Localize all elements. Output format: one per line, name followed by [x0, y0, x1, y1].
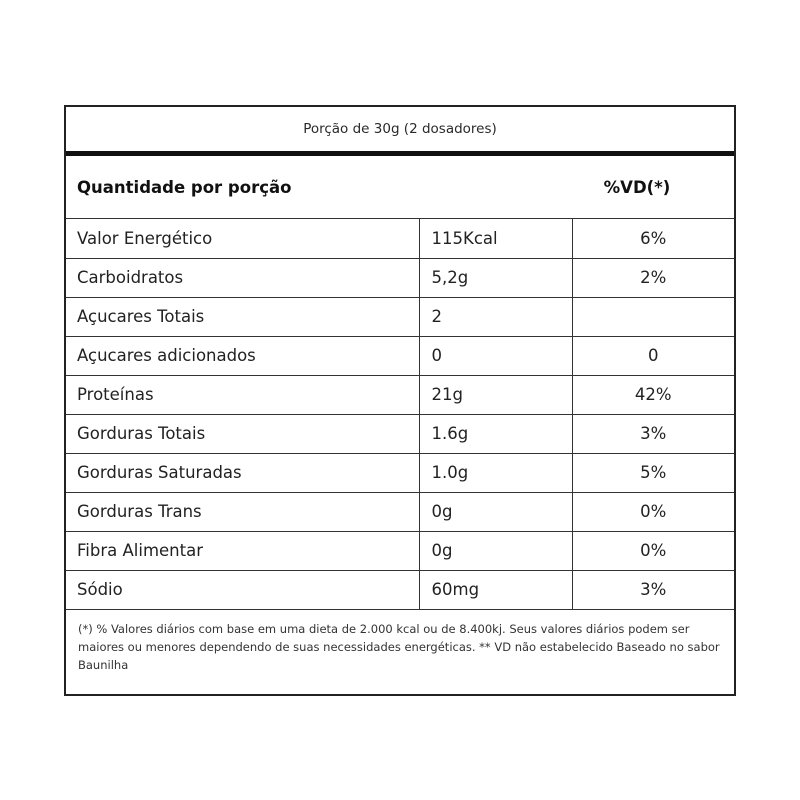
table-row: [66, 219, 734, 258]
nutrient-name: Açucares adicionados: [66, 336, 419, 375]
nutrient-vd: 3%: [572, 570, 734, 609]
table-row: [66, 531, 734, 570]
nutrient-name: Proteínas: [66, 375, 419, 414]
nutrient-amount: 5,2g: [419, 258, 572, 297]
nutrient-vd: 42%: [572, 375, 734, 414]
nutrient-name: Gorduras Totais: [66, 414, 419, 453]
header-vd-label: %VD(*): [603, 177, 671, 197]
nutrient-name: Gorduras Saturadas: [66, 453, 419, 492]
nutrient-amount: 115Kcal: [419, 219, 572, 258]
nutrient-name: Valor Energético: [66, 219, 419, 258]
table-row: [66, 414, 734, 453]
nutrient-vd: 0%: [572, 531, 734, 570]
nutrient-amount: 0: [419, 336, 572, 375]
nutrition-facts-table: [64, 105, 736, 696]
nutrient-amount: 60mg: [419, 570, 572, 609]
nutrient-amount: 0g: [419, 531, 572, 570]
nutrient-vd: 5%: [572, 453, 734, 492]
nutrient-vd: [572, 297, 734, 336]
nutrient-amount: 0g: [419, 492, 572, 531]
table-row: [66, 453, 734, 492]
nutrient-vd: 0: [572, 336, 734, 375]
nutrient-vd: 6%: [572, 219, 734, 258]
header-quantity-label: Quantidade por porção: [77, 177, 292, 197]
nutrient-amount: 21g: [419, 375, 572, 414]
nutrient-name: Gorduras Trans: [66, 492, 419, 531]
table-row: [66, 258, 734, 297]
portion-size: Porção de 30g (2 dosadores): [303, 121, 497, 137]
table-row: [66, 297, 734, 336]
nutrient-amount: 1.0g: [419, 453, 572, 492]
nutrient-vd: 0%: [572, 492, 734, 531]
nutrient-amount: 2: [419, 297, 572, 336]
table-row: [66, 492, 734, 531]
footnote: (*) % Valores diários com base em uma dieta de 2.000 kcal ou de 8.400kj. Seus valores diários podem ser maiores ou menores dependendo de suas necessidades energéticas. ** VD não estabelecido Baseado no sabor Baunilha: [78, 621, 720, 672]
nutrient-vd: 3%: [572, 414, 734, 453]
table-header: [66, 156, 734, 219]
nutrient-vd: 2%: [572, 258, 734, 297]
table-row: [66, 375, 734, 414]
nutrient-name: Fibra Alimentar: [66, 531, 419, 570]
nutrient-amount: 1.6g: [419, 414, 572, 453]
table-row: [66, 336, 734, 375]
table-row: [66, 570, 734, 609]
nutrient-name: Açucares Totais: [66, 297, 419, 336]
nutrient-name: Sódio: [66, 570, 419, 609]
nutrient-rows: [66, 219, 734, 610]
nutrient-name: Carboidratos: [66, 258, 419, 297]
